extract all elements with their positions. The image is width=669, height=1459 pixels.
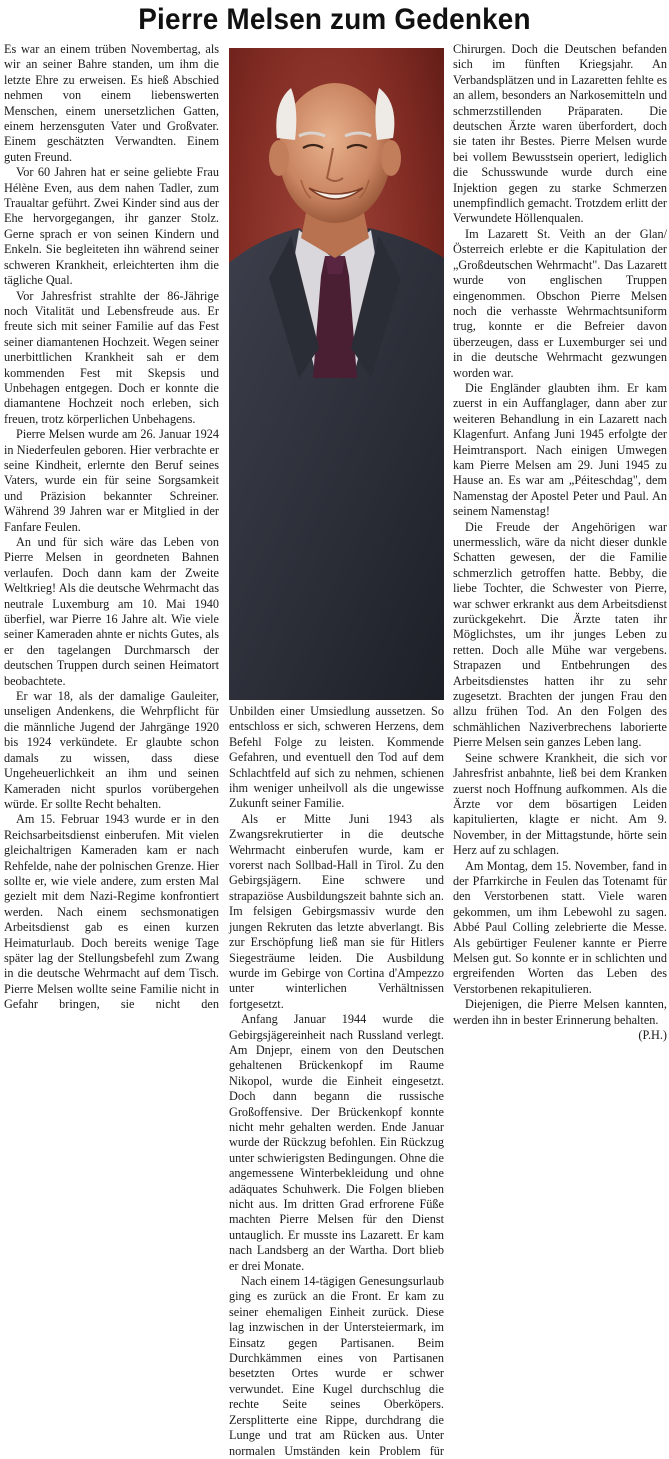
article-headline: Pierre Melsen zum Gedenken <box>138 3 531 36</box>
paragraph: An und für sich wäre das Leben von Pierre Melsen in geordneten Bahnen verlaufen. Doch dann kam der Zweite Weltkrieg! Als die deutsche Wehrmacht das neutrale Luxemburg am 10. Mai 1940 überfiel, war Pierre 16 Jahre alt. Wie viele seiner Kameraden ahnte er nichts Gutes, als er den tagelangen Durchmarsch der deutschen Truppen durch seinen Heimatort beobachtete. <box>4 535 219 688</box>
portrait-photo <box>229 48 444 700</box>
paragraph: Die Freude der Angehörigen war unermesslich, wäre da nicht dieser dunkle Schatten gewesen, der die Familie schmerzlich getroffen hatte. Bebby, die liebe Tochter, die Schwester von Pierre, war schwer erkrankt aus dem Arbeitsdienst zurückgekehrt. Die Ärzte taten ihr Möglichstes, um ihr junges Leben zu retten. Doch alle Mühe war vergebens. Strapazen und Entbehrungen des Arbeitsdienstes hatten ihr zu sehr zugesetzt. Brachten der jungen Frau den allzu frühen Tod. An den Folgen des schmählichen Naziverbrechens laborierte Pierre Melsen sein ganzes Leben lang. <box>453 519 667 750</box>
paragraph: Die Engländer glaubten ihm. Er kam zuerst in ein Auffanglager, dann aber zur weiteren Behandlung in ein Lazarett nach Klagenfurt. Anfang Juni 1945 erfolgte der Heimtransport. Nach einigen Umwegen kam Pierre Melsen am 29. Juni 1945 zu Hause an. Es war am „Péiteschdag", dem Namenstag der Apostel Peter und Paul. An seinem Namenstag! <box>453 380 667 519</box>
paragraph: Er war 18, als der damalige Gauleiter, unseligen Andenkens, die Wehrpflicht für die männliche Jugend der Jahrgänge 1920 bis 1924 verkündete. Er glaubte schon damals zu wissen, dass diese Ungeheuerlichkeit an ihm und seinen Kameraden nicht spurlos vorübergehen würde. Er sollte Recht behalten. <box>4 689 219 811</box>
paragraph: Anfang Januar 1944 wurde die Gebirgsjägereinheit nach Russland verlegt. Am Dnjepr, einem von den Deutschen gehaltenen Brückenkopf im Raume Nikopol, wurde die Einheit eingesetzt. Doch dann begann die russische Großoffensive. Der Brückenkopf konnte nicht mehr gehalten werden. Ende Januar wurde der Rückzug befohlen. Ein Rückzug unter schwierigsten Bedingungen. Ohne die angemessene Winterbekleidung und ohne adäquates Schuhwerk. Die Folgen blieben nicht aus. Im dritten Grad erfrorene Füße machten Pierre Melsen für den Dienst untauglich. Er musste ins Lazarett. Er kam nach Landsberg an der Wartha. Dort blieb er drei Monate. <box>229 1012 444 1273</box>
paragraph-text: Diejenigen, die Pierre Melsen kannten, werden ihn in bester Erinnerung behalten. <box>453 997 667 1027</box>
article-column-1 <box>4 42 219 1013</box>
last-paragraph <box>453 997 667 1042</box>
paragraph: Im Lazarett St. Veith an der Glan/Österreich erlebte er die Kapitulation der „Großdeutschen Wehrmacht". Das Lazarett wurde von englischen Truppen eingenommen. Obschon Pierre Melsen noch die verhasste Wehrmachtsuniform trug, konnte er die Befreier davon überzeugen, dass er Luxemburger sei und in die deutsche Wehrmacht gezwungen worden war. <box>453 226 667 380</box>
paragraph: Vor 60 Jahren hat er seine geliebte Frau Hélène Even, aus dem nahen Tadler, zum Traualtar geführt. Zwei Kinder sind aus der Ehe hervorgegangen, ihr ganzer Stolz. Gerne sprach er von seinen Kindern und Enkeln. Sie begleiteten ihn während seiner schweren Krankheit, erleichterten ihm die tägliche Qual. <box>4 165 219 288</box>
paragraph: Pierre Melsen wurde am 26. Januar 1924 in Niederfeulen geboren. Hier verbrachte er seine Kindheit, erlernte den Beruf seines Vaters, wurde ein für seine Sorgsamkeit und Präzision bekannter Schreiner. Während 39 Jahren war er Mitglied in der Fanfare Feulen. <box>4 427 219 534</box>
paragraph: Nach einem 14-tägigen Genesungsurlaub ging es zurück an die Front. Er kam zu seiner ehemaligen Einheit zurück. Diese lag inzwischen in der Untersteiermark, im Einsatz gegen Partisanen. Beim Durchkämmen eines von Partisanen besetzten Ortes wurde er schwer verwundet. Eine Kugel durchschlug die rechte Seite seines Oberköpers. Zersplitterte eine Rippe, durchdrang die Lunge und trat am Rücken aus. Unter normalen Umständen kein Problem für <box>229 1274 444 1458</box>
paragraph: Am Montag, dem 15. November, fand in der Pfarrkirche in Feulen das Totenamt für den Verstorbenen statt. Viele waren gekommen, um ihm Lebewohl zu sagen. Abbé Paul Colling zelebrierte die Messe. Als gebürtiger Feulener kannte er Pierre Melsen gut. So konnte er in schlichten und ergreifenden Worten das Leben des Verstorbenen rekapitulieren. <box>453 858 667 996</box>
paragraph: Vor Jahresfrist strahlte der 86-Jährige noch Vitalität und Lebensfreude aus. Er freute sich mit seiner Familie auf das Fest seiner diamantenen Hochzeit. Wegen seiner unerbittlichen Krankheit sah er dem kommenden Fest mit Skepsis und Unbehagen entgegen. Doch er konnte die diamantene Hochzeit noch erleben, sich freuen, trotz körperlichen Unbehagens. <box>4 288 219 426</box>
author-signature: (P.H.) <box>638 1028 667 1042</box>
paragraph: Unbilden einer Umsiedlung aussetzen. So entschloss er sich, schweren Herzens, dem Befehl Folge zu leisten. Kommende Gefahren, und eventuell den Tod auf dem Schlachtfeld auf sich zu nehmen, schienen ihm weniger unheilvoll als die ungewisse Zukunft seiner Familie. <box>229 704 444 811</box>
paragraph: Seine schwere Krankheit, die sich vor Jahresfrist anbahnte, ließ bei dem Kranken zuerst noch Hoffnung aufkommen. Als die Ärzte vor dem bösartigen Leiden kapitulierten, klagte er nicht. Am 9. November, in der Mittagstunde, hörte sein Herz auf zu schlagen. <box>453 750 667 858</box>
paragraph: Als er Mitte Juni 1943 als Zwangsrekrutierter in die deutsche Wehrmacht einberufen wurde, kam er vorerst nach Sollbad-Hall in Tirol. Zu den Gebirgsjägern. Eine schwere und strapaziöse Ausbildungszeit bahnte sich an. Im felsigen Gebirgsmassiv wurde den jungen Rekruten das letzte abverlangt. Bis zur Erschöpfung ließ man sie für Hitlers Siegesträume leiden. Die Ausbildung wurde im Gebirge von Cortina d'Ampezzo unter winterlichen Verhältnissen fortgesetzt. <box>229 811 444 1011</box>
article-column-2 <box>229 704 444 1459</box>
paragraph: Es war an einem trüben Novembertag, als wir an seiner Bahre standen, um ihm die letzte Ehre zu erweisen. Es hieß Abschied nehmen von einem liebenswerten Menschen, einem unersetzlichen Gatten, einem herzensguten Vater und Großvater. Einem geschätzten Verwandten. Einem guten Freund. <box>4 42 219 164</box>
paragraph: Chirurgen. Doch die Deutschen befanden sich im fünften Kriegsjahr. An Verbandsplätzen und in Lazaretten fehlte es an allem, besonders an Narkosemitteln und schmerzstillenden Präparaten. Die deutschen Ärzte waren überfordert, doch sie taten ihr Bestes. Pierre Melsen wurde bei vollem Bewusstsein operiert, lediglich die Schusswunde wurde durch eine Injektion gegen zu starke Schmerzen unempfindlich gemacht. Trotzdem erlitt der Verwundete Höllenqualen. <box>453 42 667 226</box>
article-column-3 <box>453 42 667 1043</box>
paragraph: Am 15. Februar 1943 wurde er in den Reichsarbeitsdienst einberufen. Mit vielen gleichaltrigen Kameraden kam er nach Rehfelde, nahe der polnischen Grenze. Hier sollte er, wie viele andere, zum ersten Mal gezielt mit dem Nazi-Regime konfrontiert werden. Nach einem sechsmonatigen Arbeitsdienst gab es einen kurzen Heimaturlaub. Doch bereits wenige Tage später lag der Stellungsbefehl zum Zwang in die deutsche Wehrmacht auf dem Tisch. Pierre Melsen wollte seine Familie nicht in Gefahr bringen, sie nicht den <box>4 812 219 1012</box>
